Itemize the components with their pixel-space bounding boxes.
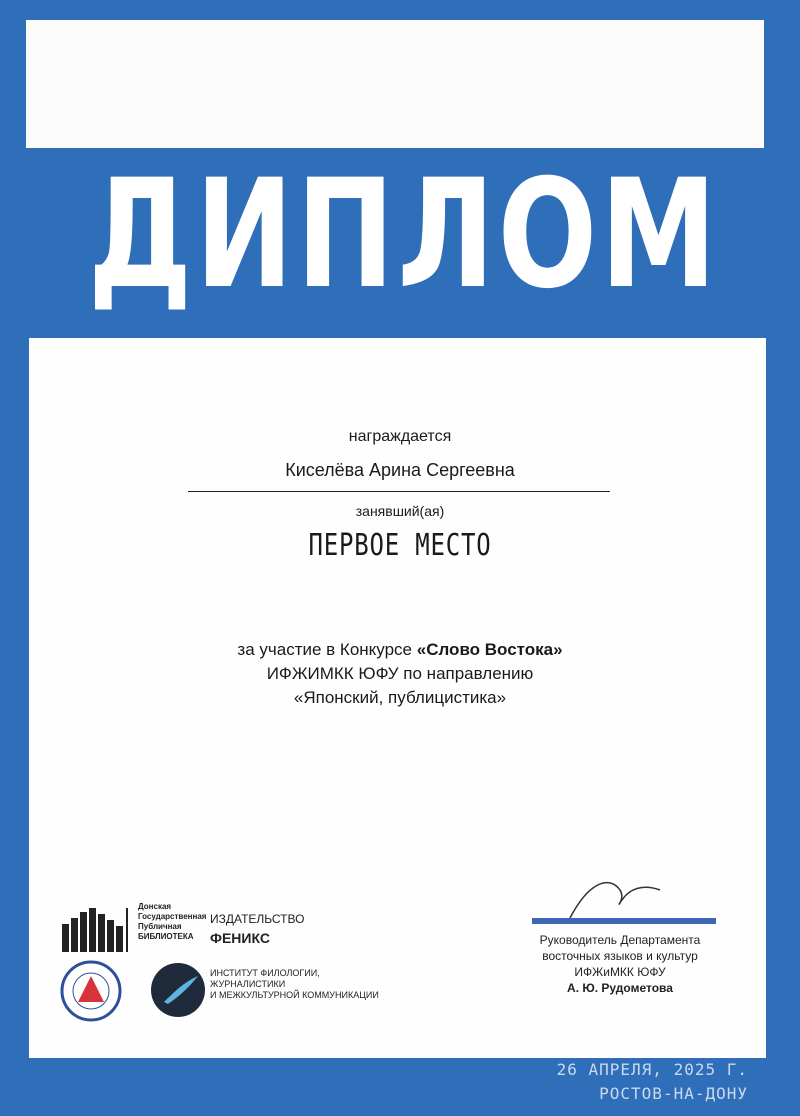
awarded-label: награждается	[348, 428, 452, 445]
library-name: Донская Государственная Публичная БИБЛИОТЕКА	[138, 902, 207, 941]
publisher-label: ИЗДАТЕЛЬСТВО	[210, 912, 305, 926]
institute-name: ИНСТИТУТ ФИЛОЛОГИИ, ЖУРНАЛИСТИКИ И МЕЖКУЛЬТУРНОЙ КОММУНИКАЦИИ	[210, 968, 379, 1000]
signatory-title: Руководитель Департамента восточных языков и культур ИФЖиМКК ЮФУ А. Ю. Рудометова	[520, 932, 720, 996]
contest-name: «Слово Востока»	[416, 640, 563, 659]
description	[0, 638, 800, 710]
description-prefix: за участие в Конкурсе	[237, 640, 417, 659]
top-white-band	[26, 20, 764, 148]
footer-city: РОСТОВ-НА-ДОНУ	[599, 1084, 748, 1103]
footer	[557, 1058, 748, 1106]
recipient-name: Киселёва Арина Сергеевна	[285, 460, 515, 480]
signature-stripe	[532, 918, 716, 924]
logos-block	[60, 900, 380, 1020]
university-seal-icon	[60, 960, 122, 1022]
institute-feather-icon	[150, 962, 206, 1018]
publisher-name: ФЕНИКС	[210, 930, 270, 946]
diploma-title: ДИПЛОМ	[88, 148, 720, 322]
signatory-name: А. Ю. Рудометова	[567, 981, 673, 995]
description-line2: ИФЖИМКК ЮФУ по направлению	[266, 664, 534, 683]
took-label: занявший(ая)	[355, 503, 445, 519]
name-underline	[188, 491, 610, 492]
signature-block	[520, 870, 720, 1000]
place-text: ПЕРВОЕ МЕСТО	[308, 528, 492, 563]
description-line3: «Японский, публицистика»	[293, 688, 507, 707]
library-logo-icon	[60, 904, 134, 954]
footer-date: 26 АПРЕЛЯ, 2025 Г.	[556, 1060, 748, 1079]
